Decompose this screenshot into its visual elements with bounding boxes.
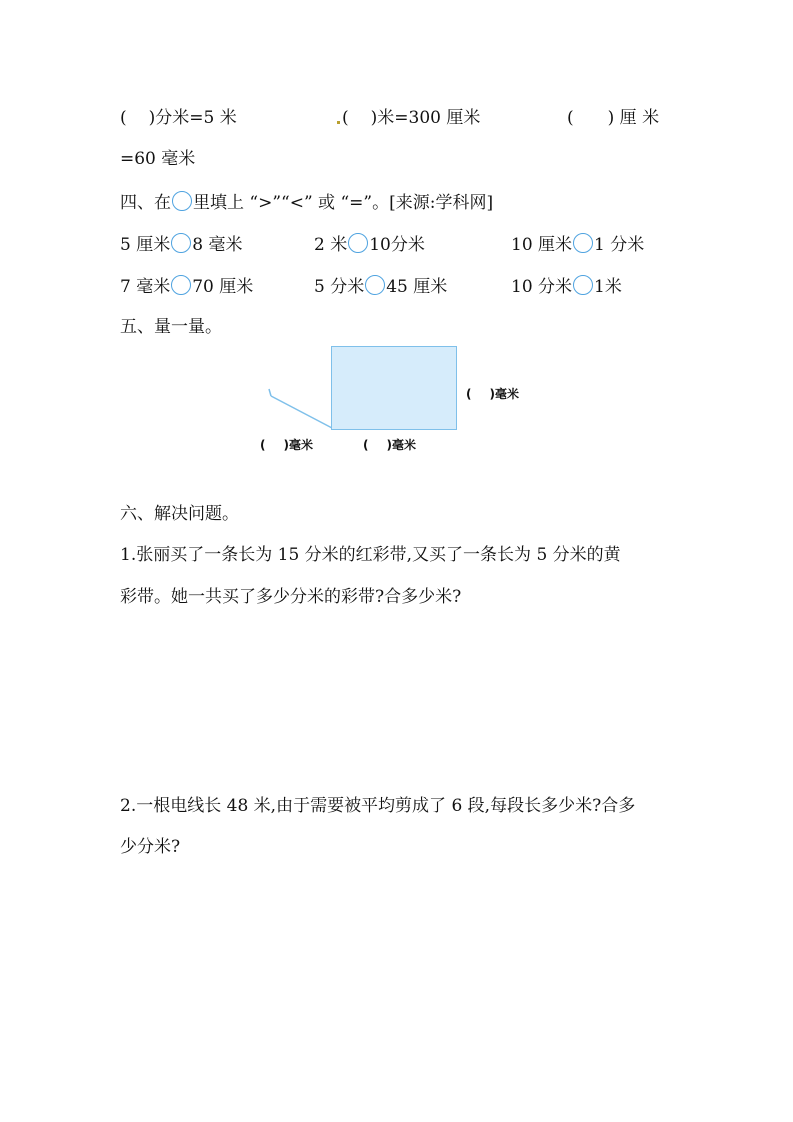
section6-title: 六、解决问题。: [120, 504, 239, 524]
compare-item: 5 厘米 8 毫米: [120, 235, 243, 255]
compare-item: 2 米 10分米: [314, 235, 425, 255]
bottom-length-label: ( )毫米: [363, 438, 416, 452]
question2-line2: 少分米?: [120, 837, 181, 857]
section5-title: 五、量一量。: [120, 317, 222, 337]
side-length-label: ( )毫米: [466, 387, 519, 401]
question1-line1: 1.张丽买了一条长为 15 分米的红彩带,又买了一条长为 5 分米的黄: [120, 545, 621, 565]
section4-title: 四、在 里填上 “>”“<” 或 “=”。[来源:学科网]: [120, 193, 494, 213]
line-tick: [269, 389, 271, 396]
line-length-label: ( )毫米: [260, 438, 313, 452]
fill-blank-meter: ( )米=300 厘米: [337, 107, 480, 129]
question2-line1: 2.一根电线长 48 米,由于需要被平均剪成了 6 段,每段长多少米?合多: [120, 796, 636, 816]
fill-blank-centimeter-cont: =60 毫米: [120, 149, 196, 169]
fill-blank-decimeter: ( )分米=5 米: [120, 108, 237, 128]
compare-item: 7 毫米 70 厘米: [120, 277, 254, 297]
compare-item: 5 分米 45 厘米: [314, 277, 448, 297]
fill-blank-centimeter: ( ) 厘 米: [567, 108, 660, 128]
slant-line: [271, 396, 332, 428]
compare-item: 10 厘米 1 分米: [511, 235, 645, 255]
measure-rectangle: [331, 346, 457, 430]
question1-line2: 彩带。她一共买了多少分米的彩带?合多少米?: [120, 587, 462, 607]
compare-item: 10 分米 1米: [511, 277, 622, 297]
